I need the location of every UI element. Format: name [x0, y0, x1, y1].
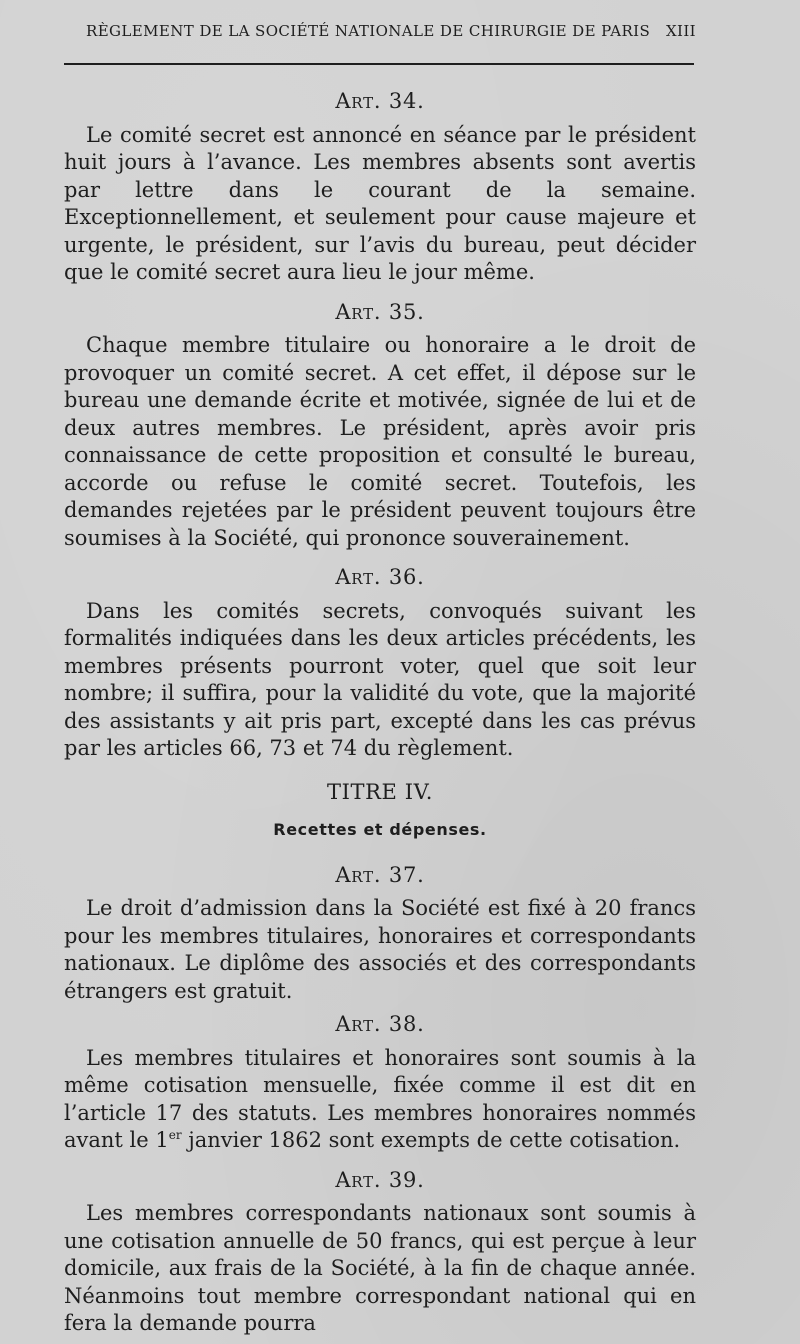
article-text-part: janvier 1862 sont exempts de cette cotisation. [181, 1128, 681, 1152]
article-text: Chaque membre titulaire ou honoraire a le droit de provoquer un comité secret. A cet effet, il dépose sur le bureau une demande écrite et motivée, signée de lui et de deux autres membres. Le président, après avoir pris connaissance de cette proposition et consulté le bureau, accorde ou refuse le comité secret. Toutefois, les demandes rejetées par le président peuvent toujours être soumises à la Société, qui prononce souverainement. [64, 333, 696, 550]
article-heading: Art. 35. [335, 299, 425, 324]
article-heading: Art. 36. [335, 565, 425, 589]
article-35 [64, 299, 696, 553]
article-text: Le comité secret est annoncé en séance par le président huit jours à l’avance. Les membres absents sont avertis par lettre dans le courant de la semaine. Exceptionnellement, et seulement pour cause majeure et urgente, le président, sur l’avis du bureau, peut décider que le comité secret aura lieu le jour même. [64, 122, 696, 284]
article-text [64, 1045, 696, 1155]
article-heading: Art. 37. [335, 862, 425, 887]
article-39 [64, 1167, 696, 1338]
article-37 [64, 862, 696, 1006]
article-text: Dans les comités secrets, convoqués suivant les formalités indiquées dans les deux articles précédents, les membres présents pourront voter, quel que soit leur nombre; il suffira, pour la validité du vote, que la majorité des assistants y ait pris part, excepté dans les cas prévus par les articles 66, 73 et 74 du règlement. [64, 598, 696, 760]
header-rule [64, 63, 694, 65]
page-number: XIII [665, 22, 696, 40]
article-text: Le droit d’admission dans la Société est fixé à 20 francs pour les membres titulaires, honoraires et correspondants nationaux. Le diplôme des associés et des correspondants étrangers est gratuit. [64, 896, 696, 1003]
article-34 [64, 88, 696, 287]
article-heading: Art. 39. [335, 1167, 425, 1192]
running-head [86, 22, 696, 40]
section-subtitle: Recettes et dépenses. [273, 820, 487, 839]
superscript-er: er [168, 1128, 182, 1142]
page-body [64, 88, 696, 1338]
article-text-part: Les membres titulaires et honoraires sont soumis à la même cotisation mensuelle, fixée comme il est dit en l’article 17 des statuts. Les membres honoraires nommés avant le 1 [64, 1045, 696, 1152]
section-title: TITRE IV. [327, 779, 433, 804]
running-head-title: RÈGLEMENT DE LA SOCIÉTÉ NATIONALE DE CHIRURGIE DE PARIS [86, 22, 651, 40]
article-38 [64, 1011, 696, 1155]
article-text: Les membres correspondants nationaux sont soumis à une cotisation annuelle de 50 francs, qui est perçue à leur domicile, aux frais de la Société, à la fin de chaque année. Néanmoins tout membre correspondant national qui en fera la demande pourra [64, 1201, 696, 1335]
article-heading: Art. 34. [335, 89, 425, 113]
article-heading: Art. 38. [335, 1012, 425, 1036]
article-36 [64, 564, 696, 763]
